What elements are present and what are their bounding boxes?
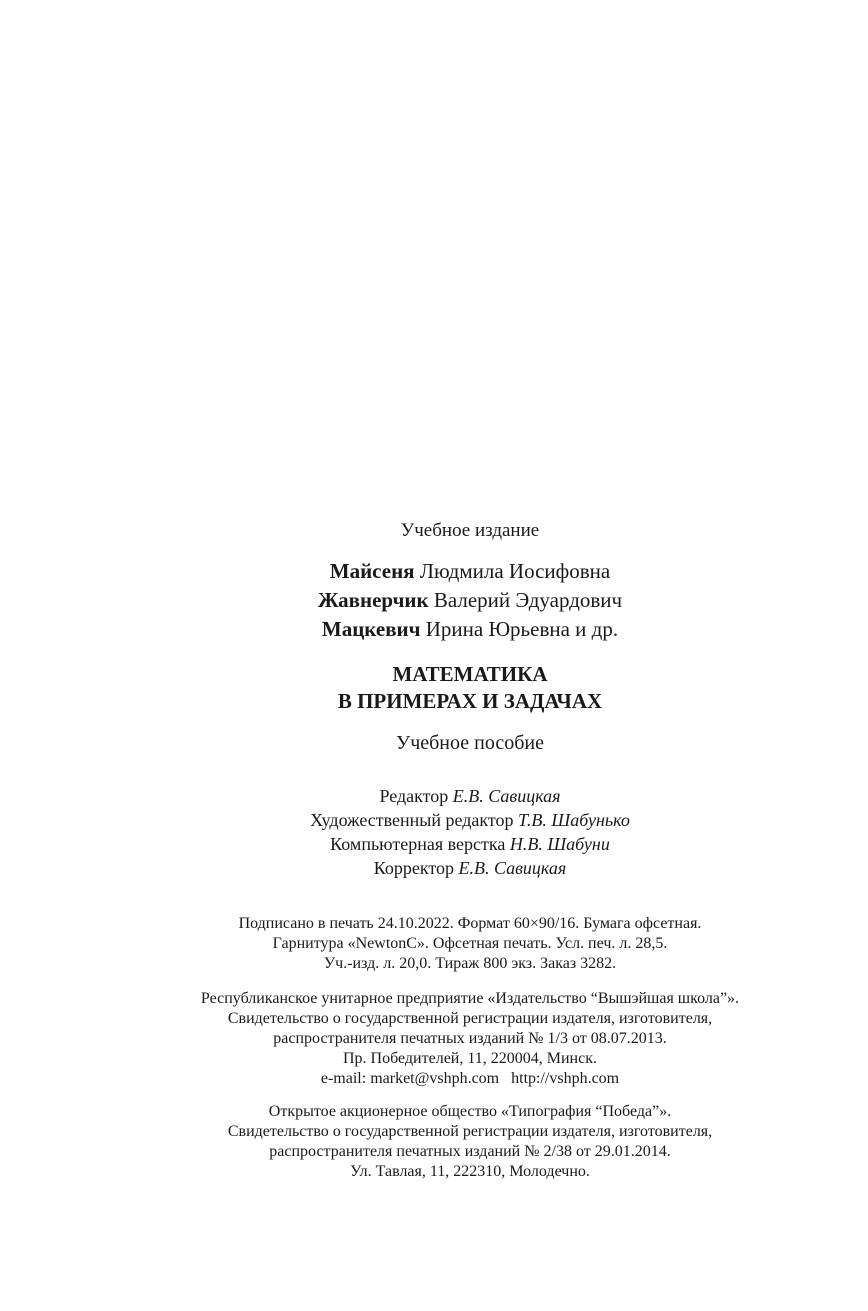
- credits-list: [0, 784, 868, 880]
- printer-info-line: Открытое акционерное общество «Типография “Победа”».: [268, 1103, 672, 1120]
- publisher-info-line: Свидетельство о государственной регистрации издателя, изготовителя,: [227, 1010, 713, 1027]
- author-line: [0, 586, 868, 615]
- publisher-info: [0, 989, 868, 1089]
- print-info-line: Подписано в печать 24.10.2022. Формат 60×90/16. Бумага офсетная.: [238, 915, 702, 932]
- author-given-name: Ирина Юрьевна и др.: [420, 617, 619, 641]
- author-line: [0, 557, 868, 586]
- print-info-line: Гарнитура «NewtonC». Офсетная печать. Усл. печ. л. 28,5.: [272, 935, 668, 952]
- author-given-name: Валерий Эдуардович: [428, 588, 623, 612]
- book-subtitle-text: Учебное пособие: [396, 732, 544, 754]
- credit-role: Компьютерная верстка: [330, 834, 510, 854]
- print-info-line: Уч.-изд. л. 20,0. Тираж 800 экз. Заказ 3282.: [323, 955, 617, 972]
- author-surname: Жавнерчик: [317, 588, 429, 612]
- publisher-info-line: Пр. Победителей, 11, 220004, Минск.: [342, 1050, 597, 1067]
- printer-info-line: Свидетельство о государственной регистрации издателя, изготовителя,: [227, 1123, 713, 1140]
- book-title-line-2: В ПРИМЕРАХ И ЗАДАЧАХ: [337, 689, 603, 713]
- credit-name: Т.В. Шабунько: [518, 810, 630, 830]
- printer-info: [0, 1102, 868, 1182]
- author-line: [0, 615, 868, 644]
- book-title: [0, 661, 868, 715]
- credit-role: Художественный редактор: [310, 810, 519, 830]
- credit-role: Редактор: [379, 786, 453, 806]
- credit-name: Н.В. Шабуни: [509, 834, 610, 854]
- credit-proofreader: [0, 856, 868, 880]
- authors-list: [0, 557, 868, 644]
- print-info: [0, 914, 868, 974]
- book-title-line-1: МАТЕМАТИКА: [392, 662, 548, 686]
- credit-name: Е.В. Савицкая: [458, 858, 567, 878]
- credit-name: Е.В. Савицкая: [452, 786, 561, 806]
- publisher-contacts: e-mail: market@vshph.com http://vshph.com: [320, 1070, 620, 1087]
- printer-info-line: распространителя печатных изданий № 2/38 от 29.01.2014.: [269, 1143, 671, 1160]
- credit-role: Корректор: [373, 858, 459, 878]
- printer-info-line: Ул. Тавлая, 11, 222310, Молодечно.: [350, 1163, 590, 1180]
- author-given-name: Людмила Иосифовна: [414, 559, 611, 583]
- credit-editor: [0, 784, 868, 808]
- credit-layout: [0, 832, 868, 856]
- publisher-info-line: Республиканское унитарное предприятие «Издательство “Вышэйшая школа”».: [200, 990, 740, 1007]
- book-subtitle: [0, 732, 868, 755]
- author-surname: Майсеня: [329, 559, 415, 583]
- edition-type: [0, 520, 868, 542]
- edition-type-label: Учебное издание: [400, 520, 540, 541]
- credit-art-editor: [0, 808, 868, 832]
- author-surname: Мацкевич: [321, 617, 421, 641]
- publisher-info-line: распространителя печатных изданий № 1/3 от 08.07.2013.: [273, 1030, 667, 1047]
